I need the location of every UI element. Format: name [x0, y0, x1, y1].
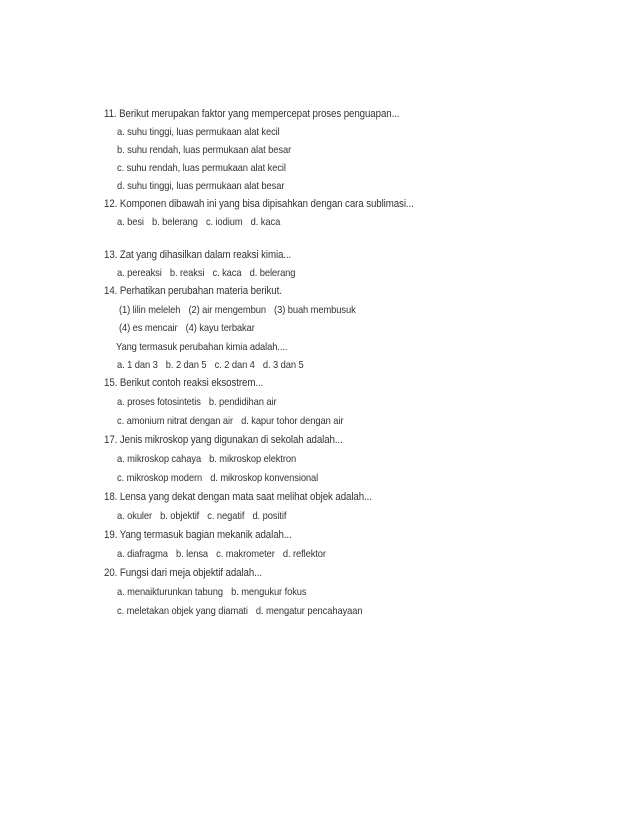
options-18	[117, 510, 286, 523]
question-text: Perhatikan perubahan materia berikut.	[119, 285, 282, 297]
items-14-row2	[119, 322, 255, 335]
options-14	[117, 359, 304, 372]
question-number: 15.	[104, 377, 118, 389]
options-15-row1	[117, 396, 277, 409]
question-text: Komponen dibawah ini yang bisa dipisahkan dengan cara sublimasi...	[119, 198, 414, 210]
question-17	[104, 434, 343, 447]
question-number: 19.	[104, 529, 118, 541]
option-14d: d. 3 dan 5	[262, 360, 304, 371]
prompt-14: Yang termasuk perubahan kimia adalah....	[116, 342, 288, 353]
question-text: Fungsi dari meja objektif adalah...	[119, 567, 263, 579]
option-18d: d. positif	[252, 511, 287, 522]
question-11	[104, 108, 399, 121]
option-18b: b. objektif	[160, 511, 200, 522]
option-13d: d. belerang	[249, 268, 296, 279]
option-11c: c. suhu rendah, luas permukaan alat kecil	[117, 163, 286, 174]
options-13	[117, 267, 295, 280]
option-20d: d. mengatur pencahayaan	[255, 606, 363, 617]
option-13a: a. pereaksi	[117, 268, 162, 279]
option-17b: b. mikroskop elektron	[209, 454, 297, 465]
question-number: 20.	[104, 567, 118, 579]
options-19	[117, 548, 326, 561]
option-15c: c. amonium nitrat dengan air	[117, 416, 234, 427]
option-13b: b. reaksi	[169, 268, 205, 279]
option-12d: d. kaca	[250, 217, 281, 228]
option-17a: a. mikroskop cahaya	[117, 454, 202, 465]
question-13	[104, 249, 291, 262]
option-20b: b. mengukur fokus	[231, 587, 307, 598]
items-14-row1	[119, 304, 356, 317]
item-14-4: (4) es mencair	[119, 323, 178, 334]
question-number: 17.	[104, 434, 118, 446]
option-18c: c. negatif	[207, 511, 245, 522]
option-19b: b. lensa	[176, 549, 209, 560]
question-number: 13.	[104, 249, 118, 261]
item-14-5: (4) kayu terbakar	[185, 323, 255, 334]
question-text: Lensa yang dekat dengan mata saat melihat objek adalah...	[119, 491, 372, 503]
question-14	[104, 285, 282, 298]
option-15a: a. proses fotosintetis	[117, 397, 201, 408]
options-15-row2	[117, 415, 343, 428]
option-17d: d. mikroskop konvensional	[210, 473, 319, 484]
option-11a: a. suhu tinggi, luas permukaan alat kecil	[117, 127, 280, 138]
option-13c: c. kaca	[212, 268, 242, 279]
question-number: 11.	[104, 108, 117, 120]
option-19c: c. makrometer	[216, 549, 275, 560]
question-text: Zat yang dihasilkan dalam reaksi kimia...	[119, 249, 292, 261]
option-15b: b. pendidihan air	[208, 397, 277, 408]
item-14-2: (2) air mengembun	[188, 305, 266, 316]
question-20	[104, 567, 262, 580]
option-18a: a. okuler	[117, 511, 153, 522]
options-17-row2	[117, 472, 318, 485]
option-14c: c. 2 dan 4	[214, 360, 255, 371]
option-11b: b. suhu rendah, luas permukaan alat besar	[117, 145, 292, 156]
option-20c: c. meletakan objek yang diamati	[117, 606, 248, 617]
item-14-1: (1) lilin meleleh	[119, 305, 181, 316]
question-12	[104, 198, 414, 211]
option-12b: b. belerang	[152, 217, 198, 228]
question-text: Jenis mikroskop yang digunakan di sekolah adalah...	[119, 434, 343, 446]
item-14-3: (3) buah membusuk	[274, 305, 356, 316]
option-15d: d. kapur tohor dengan air	[241, 416, 344, 427]
question-text: Yang termasuk bagian mekanik adalah...	[119, 529, 292, 541]
options-17-row1	[117, 453, 296, 466]
question-19	[104, 529, 292, 542]
options-12	[117, 216, 280, 229]
option-12a: a. besi	[117, 217, 144, 228]
option-14b: b. 2 dan 5	[165, 360, 207, 371]
options-20-row1	[117, 586, 306, 599]
question-text: Berikut contoh reaksi eksostrem...	[119, 377, 264, 389]
option-11d: d. suhu tinggi, luas permukaan alat besar	[117, 181, 285, 192]
option-14a: a. 1 dan 3	[117, 360, 158, 371]
question-15	[104, 377, 263, 390]
question-text: Berikut merupakan faktor yang mempercepat proses penguapan...	[119, 108, 400, 120]
option-20a: a. menaikturunkan tabung	[117, 587, 223, 598]
option-12c: c. iodium	[205, 217, 243, 228]
option-17c: c. mikroskop modern	[117, 473, 203, 484]
question-number: 18.	[104, 491, 118, 503]
options-20-row2	[117, 605, 363, 618]
question-18	[104, 491, 372, 504]
option-19a: a. diafragma	[117, 549, 168, 560]
question-number: 14.	[104, 285, 118, 297]
option-19d: d. reflektor	[282, 549, 326, 560]
question-number: 12.	[104, 198, 118, 210]
